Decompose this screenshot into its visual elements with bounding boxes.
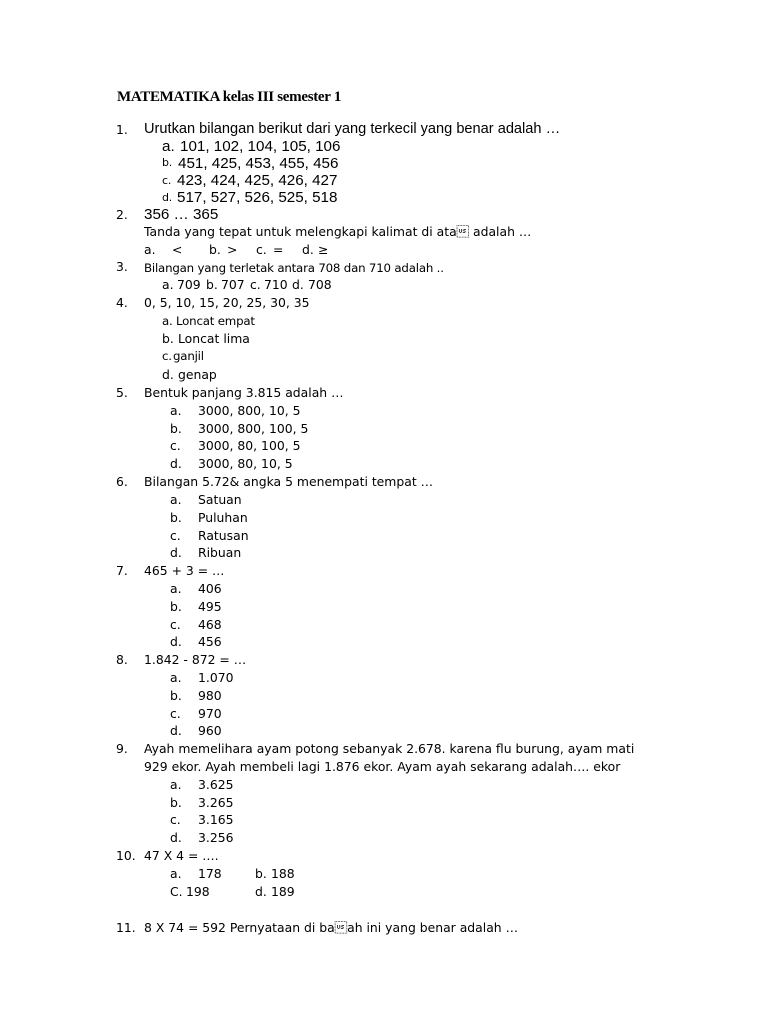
option-text: 178 <box>198 866 222 881</box>
question-text: 0, 5, 10, 15, 20, 25, 30, 35 <box>144 295 310 310</box>
option-text: = <box>273 242 284 257</box>
question-text: Ayah memelihara ayam potong sebanyak 2.678. karena flu burung, ayam mati <box>144 741 635 756</box>
option-text: 709 <box>177 277 201 292</box>
worksheet-title: MATEMATIKA kelas III semester 1 <box>117 89 342 105</box>
option-label: d. <box>292 277 304 292</box>
option-label: d. <box>162 191 173 204</box>
option-label: a. <box>170 403 182 418</box>
option-label: a. <box>162 314 173 328</box>
question-number: 8. <box>116 652 128 667</box>
option-text: 188 <box>271 866 295 881</box>
option-label: b. <box>170 795 182 810</box>
option-text: 406 <box>198 581 222 596</box>
option-label: b. <box>162 331 174 346</box>
option-text: genap <box>178 367 217 382</box>
option-text: 451, 425, 453, 455, 456 <box>178 155 339 172</box>
option-label: d. <box>302 242 314 257</box>
question-text: 465 + 3 = … <box>144 563 225 578</box>
question-number: 9. <box>116 741 128 756</box>
option-label: a. <box>170 492 182 507</box>
option-text: 3000, 800, 10, 5 <box>198 403 301 418</box>
option-label: b. <box>170 599 182 614</box>
option-text: ≥ <box>318 242 329 257</box>
question-text: 356 … 365 <box>144 206 219 223</box>
question-number: 11. <box>116 920 136 935</box>
option-text: 3.165 <box>198 812 234 827</box>
option-text: < <box>172 242 183 257</box>
option-label: c. <box>170 617 181 632</box>
option-text: Puluhan <box>198 510 248 525</box>
option-text: 495 <box>198 599 222 614</box>
option-text: 423, 424, 425, 426, 427 <box>177 172 338 189</box>
question-text: 929 ekor. Ayah membeli lagi 1.876 ekor. Ayam ayah sekarang adalah…. ekor <box>144 759 621 774</box>
option-text: ganjil <box>173 349 204 363</box>
option-label: d. <box>170 456 182 471</box>
option-label: c. <box>162 349 172 363</box>
question-number: 2. <box>116 207 128 222</box>
option-label: d. <box>170 545 182 560</box>
option-label: d. <box>255 884 267 899</box>
option-text: 708 <box>308 277 332 292</box>
option-text: 960 <box>198 723 222 738</box>
option-label: a. <box>170 581 182 596</box>
option-text: 198 <box>186 884 210 899</box>
option-label: a. <box>170 866 182 881</box>
option-label: d. <box>162 367 174 382</box>
option-label: d. <box>170 830 182 845</box>
option-text: 3.265 <box>198 795 234 810</box>
question-number: 10. <box>116 848 136 863</box>
option-label: C. <box>170 884 183 899</box>
option-label: b. <box>170 510 182 525</box>
option-label: a. <box>162 277 174 292</box>
option-label: b. <box>170 421 182 436</box>
option-label: c. <box>256 242 267 257</box>
question-number: 3. <box>116 259 128 274</box>
option-label: b. <box>170 688 182 703</box>
option-text: 3000, 80, 100, 5 <box>198 438 301 453</box>
option-text: Ribuan <box>198 545 242 560</box>
question-number: 1. <box>116 122 128 137</box>
question-number: 4. <box>116 295 128 310</box>
option-label: c. <box>162 174 172 187</box>
option-label: d. <box>170 634 182 649</box>
option-label: b. <box>162 156 173 169</box>
option-text: 1.070 <box>198 670 234 685</box>
option-text: 980 <box>198 688 222 703</box>
option-label: a. <box>170 777 182 792</box>
option-text: Ratusan <box>198 528 249 543</box>
question-text: Bentuk panjang 3.815 adalah … <box>144 385 344 400</box>
option-label: a. <box>144 242 156 257</box>
option-text: 189 <box>271 884 295 899</box>
option-label: d. <box>170 723 182 738</box>
option-text: 710 <box>264 277 288 292</box>
option-text: Loncat empat <box>176 314 255 328</box>
question-number: 5. <box>116 385 128 400</box>
option-text: 3.625 <box>198 777 234 792</box>
option-text: > <box>227 242 238 257</box>
option-label: c. <box>170 706 181 721</box>
option-label: c. <box>170 812 181 827</box>
option-text: 3000, 80, 10, 5 <box>198 456 293 471</box>
option-text: 970 <box>198 706 222 721</box>
option-text: 3.256 <box>198 830 234 845</box>
option-text: 707 <box>221 277 245 292</box>
question-text: Bilangan yang terletak antara 708 dan 710 adalah .. <box>144 261 444 275</box>
option-text: 517, 527, 526, 525, 518 <box>177 189 338 206</box>
option-label: b. <box>206 277 218 292</box>
question-text: Bilangan 5.72& angka 5 menempati tempat … <box>144 474 434 489</box>
question-text: 47 X 4 = …. <box>144 848 219 863</box>
option-text: Loncat lima <box>178 331 250 346</box>
option-label: b. <box>209 242 221 257</box>
question-number: 7. <box>116 563 128 578</box>
option-label: b. <box>255 866 267 881</box>
option-label: a. <box>170 670 182 685</box>
option-label: a. <box>162 138 175 155</box>
question-text: Urutkan bilangan berikut dari yang terkecil yang benar adalah … <box>144 121 561 137</box>
question-text: 8 X 74 = 592 Pernyataan di ba ah ini yang benar adalah … <box>144 920 518 935</box>
option-text: 468 <box>198 617 222 632</box>
option-text: Satuan <box>198 492 242 507</box>
question-text: Tanda yang tepat untuk melengkapi kalimat di ata adalah … <box>144 224 532 239</box>
option-text: 101, 102, 104, 105, 106 <box>180 138 341 155</box>
option-label: c. <box>250 277 261 292</box>
question-text: 1.842 - 872 = … <box>144 652 247 667</box>
option-label: c. <box>170 528 181 543</box>
option-label: c. <box>170 438 181 453</box>
question-number: 6. <box>116 474 128 489</box>
option-text: 456 <box>198 634 222 649</box>
option-text: 3000, 800, 100, 5 <box>198 421 309 436</box>
